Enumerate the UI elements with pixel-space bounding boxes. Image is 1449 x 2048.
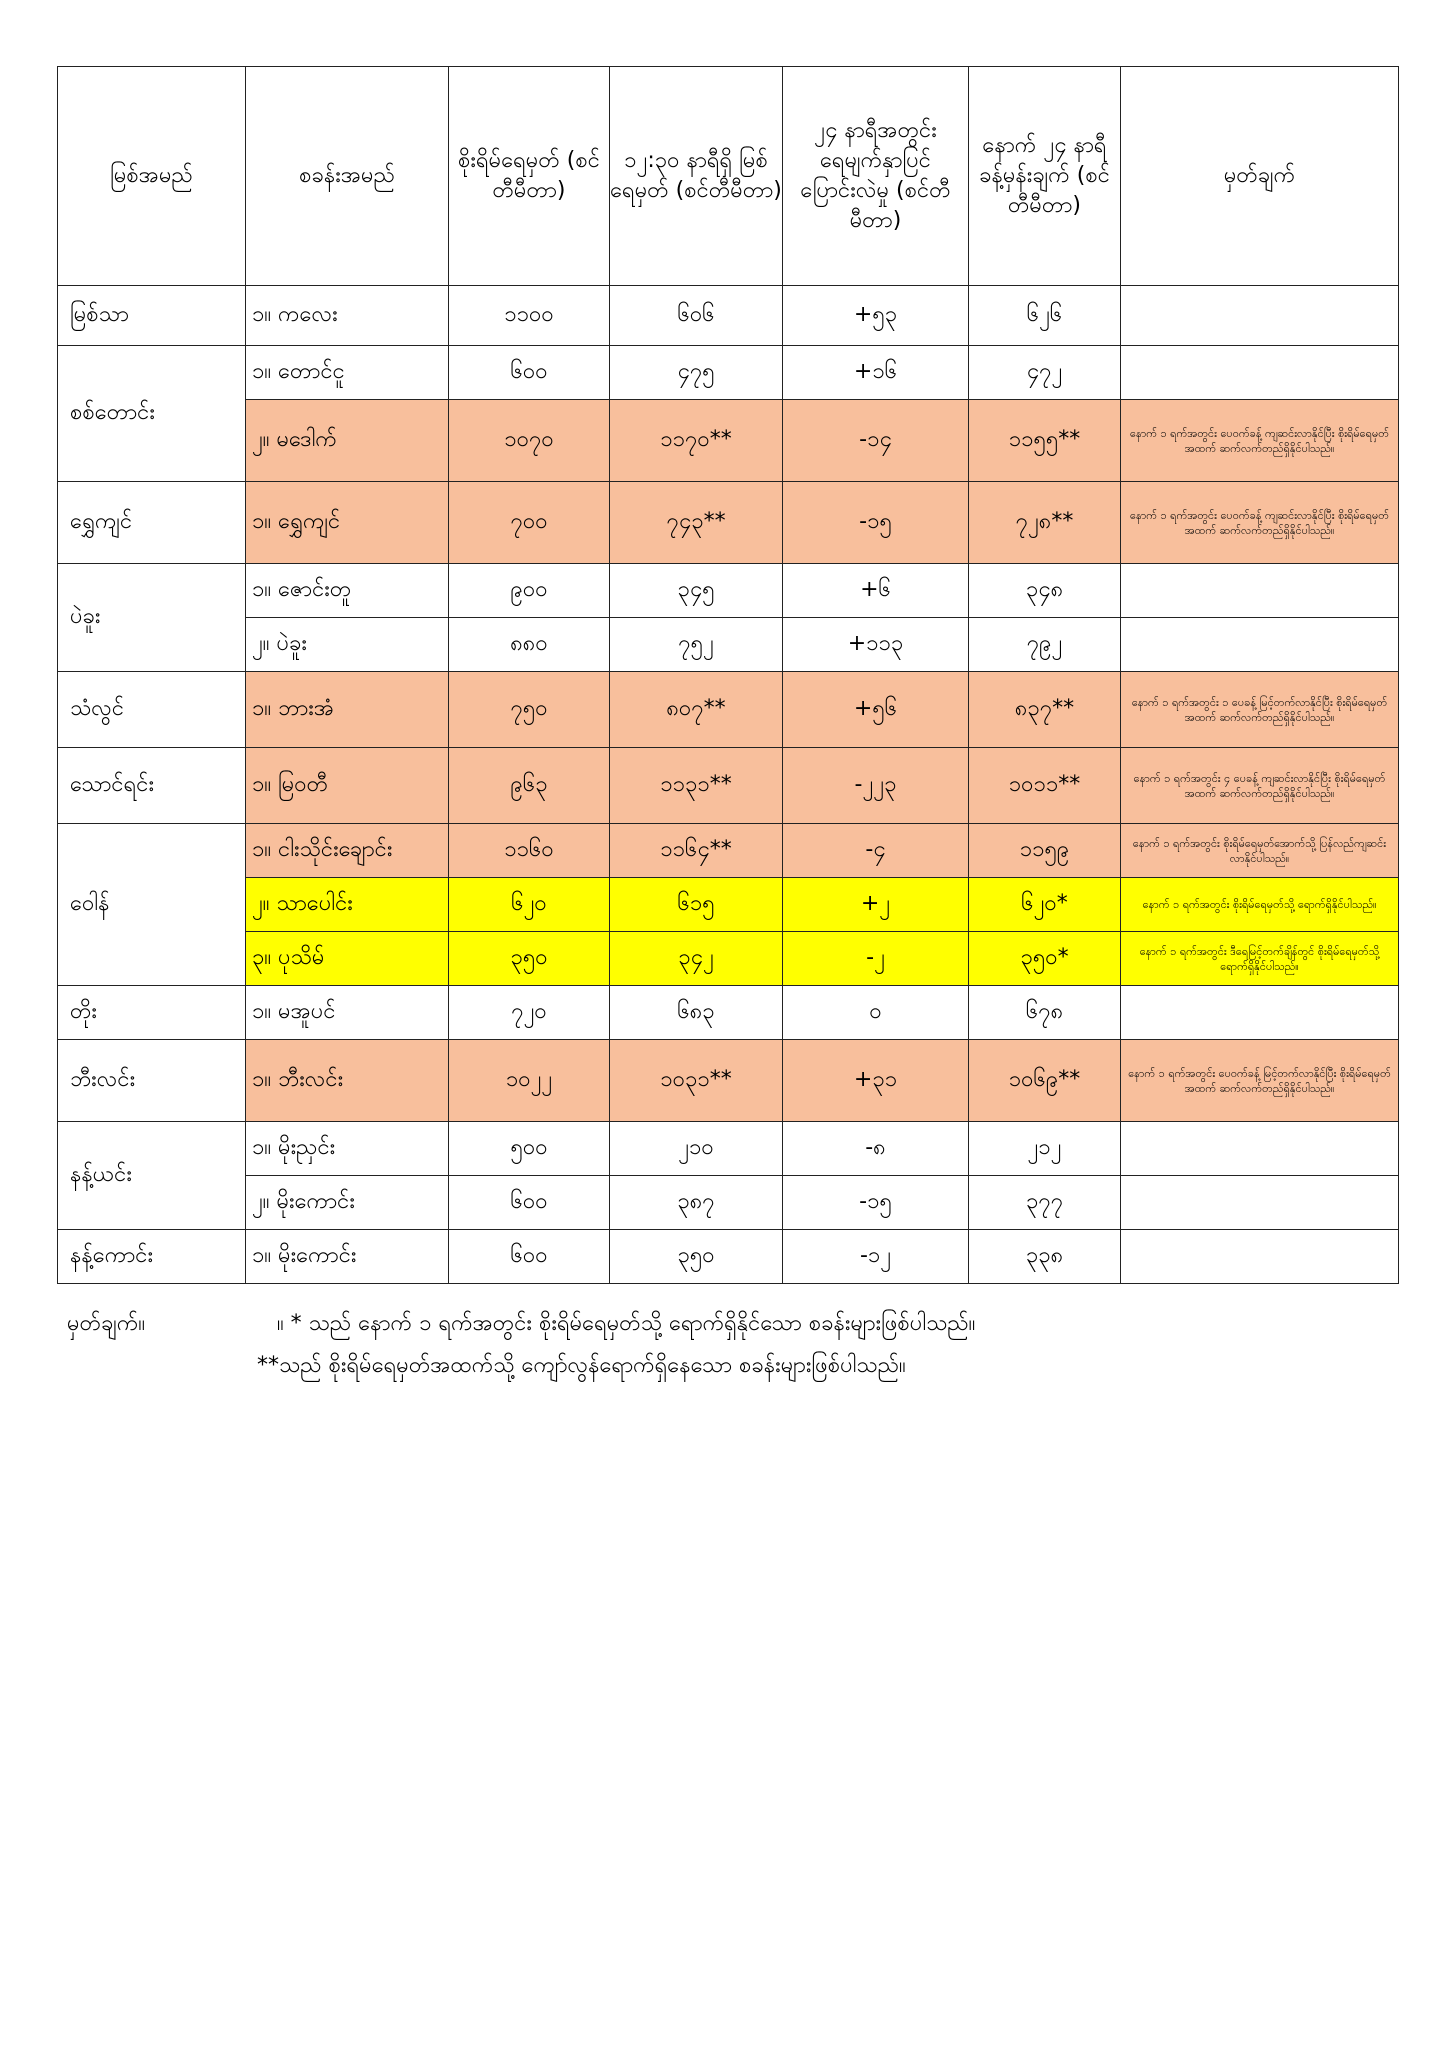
table-row bbox=[58, 672, 1399, 748]
station-name: ၁။ မိုးညှင်း bbox=[246, 1122, 449, 1176]
station-name: ၃။ ပုသိမ် bbox=[246, 932, 449, 986]
level-change: -၁၂ bbox=[783, 1230, 969, 1284]
station-name: ၂။ မဒေါက် bbox=[246, 400, 449, 482]
footnote-double-star: **သည် စိုးရိမ်ရေမှတ်အထက်သို့ ကျော်လွန်ရောက်ရှိနေသော စခန်းများဖြစ်ပါသည်။ bbox=[257, 1353, 906, 1378]
river-name: နန့်ကောင်း bbox=[58, 1230, 246, 1284]
remark bbox=[1121, 1122, 1399, 1176]
table-row bbox=[58, 932, 1399, 986]
remark bbox=[1121, 286, 1399, 346]
current-level: ၆၈၃ bbox=[610, 986, 783, 1040]
table-row bbox=[58, 1040, 1399, 1122]
current-level: ၃၄၂ bbox=[610, 932, 783, 986]
river-name: ရွှေကျင် bbox=[58, 482, 246, 564]
forecast-level: ၁၀၆၉** bbox=[969, 1040, 1121, 1122]
level-change: +၂ bbox=[783, 878, 969, 932]
danger-level: ၆၀၀ bbox=[449, 346, 610, 400]
table-row bbox=[58, 564, 1399, 618]
table-row bbox=[58, 986, 1399, 1040]
table-row bbox=[58, 400, 1399, 482]
header-remark: မှတ်ချက် bbox=[1121, 67, 1399, 286]
remark: နောက် ၁ ရက်အတွင်း စိုးရိမ်ရေမှတ်သို့ ရောက်ရှိနိုင်ပါသည်။ bbox=[1121, 878, 1399, 932]
table-row bbox=[58, 286, 1399, 346]
remark: နောက် ၁ ရက်အတွင်း ပေ၀က်ခန့် ကျဆင်းလာနိုင်ပြီး စိုးရိမ်ရေမှတ်အထက် ဆက်လက်တည်ရှိနိုင်ပါသည်။ bbox=[1121, 482, 1399, 564]
current-level: ၁၀၃၁** bbox=[610, 1040, 783, 1122]
river-name: သံလွင် bbox=[58, 672, 246, 748]
remark: နောက် ၁ ရက်အတွင်း ပေ၀က်ခန့် မြင့်တက်လာနိုင်ပြီး စိုးရိမ်ရေမှတ်အထက် ဆက်လက်တည်ရှိနိုင်ပါသည်။ bbox=[1121, 1040, 1399, 1122]
station-name: ၁။ တောင်ငူ bbox=[246, 346, 449, 400]
remark: နောက် ၁ ရက်အတွင်း ၄ ပေခန့် ကျဆင်းလာနိုင်ပြီး စိုးရိမ်ရေမှတ်အထက် ဆက်လက်တည်ရှိနိုင်ပါသည်။ bbox=[1121, 748, 1399, 824]
station-name: ၁။ ဘီးလင်း bbox=[246, 1040, 449, 1122]
forecast-level: ၁၁၅၉ bbox=[969, 824, 1121, 878]
current-level: ၈၀၇** bbox=[610, 672, 783, 748]
forecast-level: ၃၄၈ bbox=[969, 564, 1121, 618]
danger-level: ၈၈၀ bbox=[449, 618, 610, 672]
danger-level: ၃၅၀ bbox=[449, 932, 610, 986]
current-level: ၃၅၀ bbox=[610, 1230, 783, 1284]
current-level: ၇၅၂ bbox=[610, 618, 783, 672]
forecast-level: ၆၇၈ bbox=[969, 986, 1121, 1040]
current-level: ၇၄၃** bbox=[610, 482, 783, 564]
level-change: +၃၁ bbox=[783, 1040, 969, 1122]
current-level: ၄၇၅ bbox=[610, 346, 783, 400]
remark bbox=[1121, 1176, 1399, 1230]
current-level: ၁၁၇၀** bbox=[610, 400, 783, 482]
station-name: ၁။ ကလေး bbox=[246, 286, 449, 346]
river-name: တိုး bbox=[58, 986, 246, 1040]
table-row bbox=[58, 824, 1399, 878]
header-forecast: နောက် ၂၄ နာရီ ခန့်မှန်းချက် (စင်တီမီတာ) bbox=[969, 67, 1121, 286]
remark: နောက် ၁ ရက်အတွင်း ၁ ပေခန့် မြင့်တက်လာနိုင်ပြီး စိုးရိမ်ရေမှတ်အထက် ဆက်လက်တည်ရှိနိုင်ပါသည်။ bbox=[1121, 672, 1399, 748]
danger-level: ၆၀၀ bbox=[449, 1230, 610, 1284]
table-row bbox=[58, 748, 1399, 824]
level-change: -၁၅ bbox=[783, 1176, 969, 1230]
remark: နောက် ၁ ရက်အတွင်း ပေ၀က်ခန့် ကျဆင်းလာနိုင်ပြီး စိုးရိမ်ရေမှတ်အထက် ဆက်လက်တည်ရှိနိုင်ပါသည်။ bbox=[1121, 400, 1399, 482]
level-change: +၁၆ bbox=[783, 346, 969, 400]
header-danger-level: စိုးရိမ်ရေမှတ် (စင်တီမီတာ) bbox=[449, 67, 610, 286]
forecast-level: ၄၇၂ bbox=[969, 346, 1121, 400]
forecast-level: ၁၀၁၁** bbox=[969, 748, 1121, 824]
level-change: -၂ bbox=[783, 932, 969, 986]
river-name: ဝေါန် bbox=[58, 824, 246, 986]
station-name: ၂။ သာပေါင်း bbox=[246, 878, 449, 932]
flood-status-table bbox=[57, 66, 1399, 1284]
table-row bbox=[58, 1176, 1399, 1230]
danger-level: ၇၅၀ bbox=[449, 672, 610, 748]
level-change: +၁၁၃ bbox=[783, 618, 969, 672]
table-row bbox=[58, 618, 1399, 672]
danger-level: ၆၀၀ bbox=[449, 1176, 610, 1230]
level-change: +၅၆ bbox=[783, 672, 969, 748]
danger-level: ၁၁၀၀ bbox=[449, 286, 610, 346]
station-name: ၁။ မအူပင် bbox=[246, 986, 449, 1040]
level-change: -၂၂၃ bbox=[783, 748, 969, 824]
river-name: ပဲခူး bbox=[58, 564, 246, 672]
remark bbox=[1121, 618, 1399, 672]
danger-level: ၁၀၇၀ bbox=[449, 400, 610, 482]
station-name: ၁။ ရွှေကျင် bbox=[246, 482, 449, 564]
remark bbox=[1121, 986, 1399, 1040]
station-name: ၁။ ဇောင်းတူ bbox=[246, 564, 449, 618]
table-row bbox=[58, 346, 1399, 400]
footnote-label: မှတ်ချက်။ bbox=[67, 1311, 146, 1336]
danger-level: ၅၀၀ bbox=[449, 1122, 610, 1176]
forecast-level: ၈၃၇** bbox=[969, 672, 1121, 748]
current-level: ၂၁၀ bbox=[610, 1122, 783, 1176]
forecast-level: ၁၁၅၅** bbox=[969, 400, 1121, 482]
header-24h-change: ၂၄ နာရီအတွင်း ရေမျက်နှာပြင် ပြောင်းလဲမှု (စင်တီမီတာ) bbox=[783, 67, 969, 286]
level-change: -၁၅ bbox=[783, 482, 969, 564]
footnote-single-star: ။ * သည် နောက် ၁ ရက်အတွင်း စိုးရိမ်ရေမှတ်သို့ ရောက်ရှိနိုင်သော စခန်းများဖြစ်ပါသည်။ bbox=[277, 1311, 976, 1336]
table-row bbox=[58, 1122, 1399, 1176]
station-name: ၁။ မိုးကောင်း bbox=[246, 1230, 449, 1284]
level-change: +၆ bbox=[783, 564, 969, 618]
forecast-level: ၃၅၀* bbox=[969, 932, 1121, 986]
header-river: မြစ်အမည် bbox=[58, 67, 246, 286]
remark bbox=[1121, 564, 1399, 618]
station-name: ၁။ မြဝတီ bbox=[246, 748, 449, 824]
river-name: နန့်ယင်း bbox=[58, 1122, 246, 1230]
current-level: ၁၁၃၁** bbox=[610, 748, 783, 824]
river-name: ဘီးလင်း bbox=[58, 1040, 246, 1122]
level-change: -၁၄ bbox=[783, 400, 969, 482]
remark bbox=[1121, 346, 1399, 400]
forecast-level: ၂၁၂ bbox=[969, 1122, 1121, 1176]
table-row bbox=[58, 482, 1399, 564]
danger-level: ၇၂၀ bbox=[449, 986, 610, 1040]
station-name: ၁။ ငါးသိုင်းချောင်း bbox=[246, 824, 449, 878]
danger-level: ၆၂၀ bbox=[449, 878, 610, 932]
header-current-level: ၁၂:၃၀ နာရီရှိ မြစ်ရေမှတ် (စင်တီမီတာ) bbox=[610, 67, 783, 286]
river-name: မြစ်သာ bbox=[58, 286, 246, 346]
danger-level: ၁၁၆၀ bbox=[449, 824, 610, 878]
level-change: -၄ bbox=[783, 824, 969, 878]
forecast-level: ၃၃၈ bbox=[969, 1230, 1121, 1284]
current-level: ၁၁၆၄** bbox=[610, 824, 783, 878]
table-header-row bbox=[58, 67, 1399, 286]
level-change: +၅၃ bbox=[783, 286, 969, 346]
current-level: ၆၀၆ bbox=[610, 286, 783, 346]
station-name: ၁။ ဘားအံ bbox=[246, 672, 449, 748]
forecast-level: ၃၇၇ bbox=[969, 1176, 1121, 1230]
river-name: စစ်တောင်း bbox=[58, 346, 246, 482]
remark: နောက် ၁ ရက်အတွင်း ဒီရေမြင့်တက်ချိန်တွင် စိုးရိမ်ရေမှတ်သို့ ရောက်ရှိနိုင်ပါသည်။ bbox=[1121, 932, 1399, 986]
current-level: ၃၈၇ bbox=[610, 1176, 783, 1230]
current-level: ၃၄၅ bbox=[610, 564, 783, 618]
current-level: ၆၁၅ bbox=[610, 878, 783, 932]
danger-level: ၁၀၂၂ bbox=[449, 1040, 610, 1122]
forecast-level: ၇၉၂ bbox=[969, 618, 1121, 672]
forecast-level: ၆၂၆ bbox=[969, 286, 1121, 346]
station-name: ၂။ မိုးကောင်း bbox=[246, 1176, 449, 1230]
danger-level: ၉၆၃ bbox=[449, 748, 610, 824]
forecast-level: ၆၂၀* bbox=[969, 878, 1121, 932]
table-row bbox=[58, 878, 1399, 932]
remark bbox=[1121, 1230, 1399, 1284]
danger-level: ၇၀၀ bbox=[449, 482, 610, 564]
station-name: ၂။ ပဲခူး bbox=[246, 618, 449, 672]
level-change: -၈ bbox=[783, 1122, 969, 1176]
remark: နောက် ၁ ရက်အတွင်း စိုးရိမ်ရေမှတ်အောက်သို့ ပြန်လည်ကျဆင်းလာနိုင်ပါသည်။ bbox=[1121, 824, 1399, 878]
forecast-level: ၇၂၈** bbox=[969, 482, 1121, 564]
level-change: ၀ bbox=[783, 986, 969, 1040]
header-station: စခန်းအမည် bbox=[246, 67, 449, 286]
river-name: သောင်ရင်း bbox=[58, 748, 246, 824]
table-row bbox=[58, 1230, 1399, 1284]
danger-level: ၉၀၀ bbox=[449, 564, 610, 618]
